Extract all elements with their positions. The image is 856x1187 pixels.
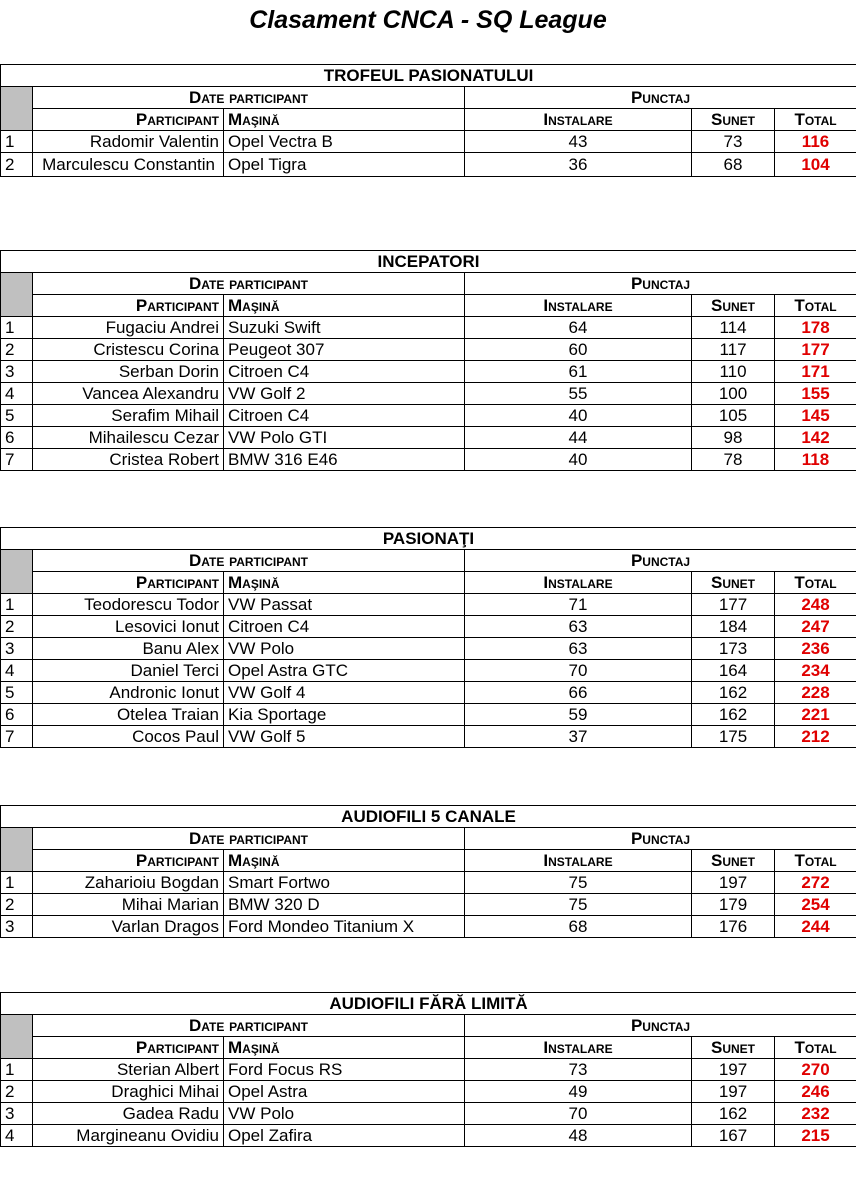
column-header-row <box>1 295 856 317</box>
table-row <box>1 427 856 449</box>
sunet-score: 105 <box>692 405 775 427</box>
table-row <box>1 1125 856 1147</box>
total-score: 254 <box>775 894 856 916</box>
instalare-score: 60 <box>465 339 692 361</box>
car-model: Opel Tigra <box>224 153 465 177</box>
standings-table <box>0 250 856 471</box>
car-model: Citroen C4 <box>224 405 465 427</box>
rank-cell: 3 <box>1 361 33 383</box>
table-row <box>1 339 856 361</box>
participant-name: Cristea Robert <box>33 449 224 471</box>
table-row <box>1 383 856 405</box>
column-header-row <box>1 572 856 594</box>
sunet-column-header: Sunet <box>692 1037 775 1059</box>
table-row <box>1 704 856 726</box>
table-row <box>1 361 856 383</box>
standings-table <box>0 992 856 1147</box>
instalare-score: 40 <box>465 405 692 427</box>
participant-name: Teodorescu Todor <box>33 594 224 616</box>
rank-header-cell <box>1 550 33 594</box>
group-header-row <box>1 828 856 850</box>
sunet-score: 117 <box>692 339 775 361</box>
participant-column-header: Participant <box>33 572 224 594</box>
participant-name: Zaharioiu Bogdan <box>33 872 224 894</box>
table-row <box>1 1103 856 1125</box>
total-score: 234 <box>775 660 856 682</box>
sunet-column-header: Sunet <box>692 109 775 131</box>
rank-cell: 2 <box>1 1081 33 1103</box>
section-title: AUDIOFILI 5 CANALE <box>1 806 856 828</box>
sunet-score: 68 <box>692 153 775 177</box>
masina-column-header: Maşină <box>224 572 465 594</box>
total-score: 118 <box>775 449 856 471</box>
rank-cell: 7 <box>1 726 33 748</box>
participant-name: Fugaciu Andrei <box>33 317 224 339</box>
rank-cell: 2 <box>1 339 33 361</box>
total-score: 246 <box>775 1081 856 1103</box>
total-score: 247 <box>775 616 856 638</box>
standings-table <box>0 527 856 748</box>
instalare-column-header: Instalare <box>465 1037 692 1059</box>
standings-table <box>0 805 856 938</box>
date-participant-header: Date participant <box>33 550 465 572</box>
table-row <box>1 894 856 916</box>
rank-cell: 4 <box>1 383 33 405</box>
punctaj-header: Punctaj <box>465 87 856 109</box>
participant-name: Varlan Dragos <box>33 916 224 938</box>
sunet-score: 100 <box>692 383 775 405</box>
table-row <box>1 405 856 427</box>
rank-header-cell <box>1 273 33 317</box>
instalare-column-header: Instalare <box>465 109 692 131</box>
column-header-row <box>1 109 856 131</box>
group-header-row <box>1 550 856 572</box>
rank-header-cell <box>1 828 33 872</box>
instalare-score: 63 <box>465 616 692 638</box>
total-score: 177 <box>775 339 856 361</box>
sunet-score: 98 <box>692 427 775 449</box>
instalare-score: 64 <box>465 317 692 339</box>
punctaj-header: Punctaj <box>465 273 856 295</box>
rank-cell: 1 <box>1 872 33 894</box>
car-model: BMW 316 E46 <box>224 449 465 471</box>
table-row <box>1 153 856 177</box>
car-model: Suzuki Swift <box>224 317 465 339</box>
section-title: AUDIOFILI FĂRĂ LIMITĂ <box>1 993 856 1015</box>
rank-cell: 3 <box>1 916 33 938</box>
sunet-score: 197 <box>692 1081 775 1103</box>
car-model: Ford Focus RS <box>224 1059 465 1081</box>
section-title: INCEPATORI <box>1 251 856 273</box>
instalare-score: 40 <box>465 449 692 471</box>
participant-name: Mihailescu Cezar <box>33 427 224 449</box>
participant-name: Andronic Ionut <box>33 682 224 704</box>
rank-cell: 5 <box>1 682 33 704</box>
total-column-header: Total <box>775 109 856 131</box>
participant-name: Serafim Mihail <box>33 405 224 427</box>
car-model: VW Golf 2 <box>224 383 465 405</box>
section-title-row <box>1 806 856 828</box>
instalare-score: 44 <box>465 427 692 449</box>
table-row <box>1 449 856 471</box>
punctaj-header: Punctaj <box>465 1015 856 1037</box>
rank-cell: 2 <box>1 153 33 177</box>
participant-name: Cocos Paul <box>33 726 224 748</box>
car-model: Citroen C4 <box>224 361 465 383</box>
instalare-score: 66 <box>465 682 692 704</box>
instalare-score: 36 <box>465 153 692 177</box>
sunet-score: 78 <box>692 449 775 471</box>
table-row <box>1 638 856 660</box>
instalare-score: 37 <box>465 726 692 748</box>
instalare-score: 73 <box>465 1059 692 1081</box>
rank-cell: 6 <box>1 704 33 726</box>
sunet-column-header: Sunet <box>692 572 775 594</box>
masina-column-header: Maşină <box>224 295 465 317</box>
sunet-score: 114 <box>692 317 775 339</box>
total-column-header: Total <box>775 1037 856 1059</box>
date-participant-header: Date participant <box>33 87 465 109</box>
participant-name: Draghici Mihai <box>33 1081 224 1103</box>
column-header-row <box>1 1037 856 1059</box>
total-score: 116 <box>775 131 856 153</box>
column-header-row <box>1 850 856 872</box>
car-model: VW Polo <box>224 638 465 660</box>
date-participant-header: Date participant <box>33 1015 465 1037</box>
sunet-score: 167 <box>692 1125 775 1147</box>
rank-cell: 4 <box>1 660 33 682</box>
rank-cell: 5 <box>1 405 33 427</box>
rank-cell: 1 <box>1 317 33 339</box>
instalare-score: 68 <box>465 916 692 938</box>
instalare-column-header: Instalare <box>465 295 692 317</box>
table-row <box>1 682 856 704</box>
rank-cell: 2 <box>1 616 33 638</box>
instalare-score: 75 <box>465 872 692 894</box>
car-model: Opel Astra GTC <box>224 660 465 682</box>
table-row <box>1 131 856 153</box>
total-score: 171 <box>775 361 856 383</box>
rank-cell: 6 <box>1 427 33 449</box>
table-row <box>1 1059 856 1081</box>
participant-column-header: Participant <box>33 295 224 317</box>
participant-name: Sterian Albert <box>33 1059 224 1081</box>
instalare-score: 71 <box>465 594 692 616</box>
sunet-column-header: Sunet <box>692 295 775 317</box>
participant-name: Marculescu Constantin <box>33 153 224 177</box>
sunet-score: 197 <box>692 872 775 894</box>
masina-column-header: Maşină <box>224 109 465 131</box>
instalare-score: 59 <box>465 704 692 726</box>
total-score: 236 <box>775 638 856 660</box>
standings-table <box>0 64 856 177</box>
instalare-score: 55 <box>465 383 692 405</box>
sunet-score: 162 <box>692 704 775 726</box>
participant-name: Margineanu Ovidiu <box>33 1125 224 1147</box>
sunet-score: 110 <box>692 361 775 383</box>
car-model: Citroen C4 <box>224 616 465 638</box>
instalare-score: 43 <box>465 131 692 153</box>
total-score: 212 <box>775 726 856 748</box>
sunet-score: 162 <box>692 682 775 704</box>
car-model: Kia Sportage <box>224 704 465 726</box>
rank-cell: 4 <box>1 1125 33 1147</box>
car-model: Smart Fortwo <box>224 872 465 894</box>
section-title-row <box>1 65 856 87</box>
participant-column-header: Participant <box>33 850 224 872</box>
total-score: 272 <box>775 872 856 894</box>
sunet-score: 179 <box>692 894 775 916</box>
group-header-row <box>1 273 856 295</box>
instalare-column-header: Instalare <box>465 572 692 594</box>
total-score: 221 <box>775 704 856 726</box>
car-model: VW Golf 5 <box>224 726 465 748</box>
sunet-column-header: Sunet <box>692 850 775 872</box>
participant-name: Banu Alex <box>33 638 224 660</box>
table-row <box>1 594 856 616</box>
table-row <box>1 872 856 894</box>
car-model: Ford Mondeo Titanium X <box>224 916 465 938</box>
punctaj-header: Punctaj <box>465 828 856 850</box>
page-title: Clasament CNCA - SQ League <box>249 6 607 34</box>
group-header-row <box>1 87 856 109</box>
total-score: 244 <box>775 916 856 938</box>
rank-cell: 2 <box>1 894 33 916</box>
rank-cell: 1 <box>1 594 33 616</box>
total-score: 142 <box>775 427 856 449</box>
rank-cell: 7 <box>1 449 33 471</box>
car-model: Opel Zafira <box>224 1125 465 1147</box>
date-participant-header: Date participant <box>33 273 465 295</box>
instalare-score: 48 <box>465 1125 692 1147</box>
total-column-header: Total <box>775 295 856 317</box>
rank-header-cell <box>1 1015 33 1059</box>
instalare-score: 49 <box>465 1081 692 1103</box>
section-title-row <box>1 528 856 550</box>
total-score: 270 <box>775 1059 856 1081</box>
instalare-score: 70 <box>465 1103 692 1125</box>
table-row <box>1 1081 856 1103</box>
car-model: BMW 320 D <box>224 894 465 916</box>
section-title-row <box>1 993 856 1015</box>
sunet-score: 175 <box>692 726 775 748</box>
total-score: 248 <box>775 594 856 616</box>
instalare-score: 75 <box>465 894 692 916</box>
total-column-header: Total <box>775 850 856 872</box>
car-model: Opel Astra <box>224 1081 465 1103</box>
participant-column-header: Participant <box>33 109 224 131</box>
instalare-score: 61 <box>465 361 692 383</box>
table-row <box>1 616 856 638</box>
participant-name: Daniel Terci <box>33 660 224 682</box>
participant-name: Vancea Alexandru <box>33 383 224 405</box>
rank-cell: 3 <box>1 638 33 660</box>
section-title: TROFEUL PASIONATULUI <box>1 65 856 87</box>
rank-cell: 1 <box>1 131 33 153</box>
sunet-score: 177 <box>692 594 775 616</box>
table-row <box>1 660 856 682</box>
rank-header-cell <box>1 87 33 131</box>
sunet-score: 164 <box>692 660 775 682</box>
section-title: PASIONAŢI <box>1 528 856 550</box>
sunet-score: 173 <box>692 638 775 660</box>
total-score: 178 <box>775 317 856 339</box>
sunet-score: 176 <box>692 916 775 938</box>
participant-name: Gadea Radu <box>33 1103 224 1125</box>
car-model: VW Polo GTI <box>224 427 465 449</box>
masina-column-header: Maşină <box>224 850 465 872</box>
total-score: 104 <box>775 153 856 177</box>
date-participant-header: Date participant <box>33 828 465 850</box>
punctaj-header: Punctaj <box>465 550 856 572</box>
car-model: VW Polo <box>224 1103 465 1125</box>
total-score: 215 <box>775 1125 856 1147</box>
instalare-score: 70 <box>465 660 692 682</box>
participant-column-header: Participant <box>33 1037 224 1059</box>
participant-name: Radomir Valentin <box>33 131 224 153</box>
group-header-row <box>1 1015 856 1037</box>
participant-name: Cristescu Corina <box>33 339 224 361</box>
car-model: VW Golf 4 <box>224 682 465 704</box>
car-model: VW Passat <box>224 594 465 616</box>
table-row <box>1 726 856 748</box>
car-model: Opel Vectra B <box>224 131 465 153</box>
masina-column-header: Maşină <box>224 1037 465 1059</box>
table-row <box>1 916 856 938</box>
sunet-score: 184 <box>692 616 775 638</box>
car-model: Peugeot 307 <box>224 339 465 361</box>
sunet-score: 162 <box>692 1103 775 1125</box>
total-column-header: Total <box>775 572 856 594</box>
participant-name: Serban Dorin <box>33 361 224 383</box>
instalare-column-header: Instalare <box>465 850 692 872</box>
total-score: 145 <box>775 405 856 427</box>
participant-name: Lesovici Ionut <box>33 616 224 638</box>
total-score: 228 <box>775 682 856 704</box>
section-title-row <box>1 251 856 273</box>
total-score: 232 <box>775 1103 856 1125</box>
participant-name: Otelea Traian <box>33 704 224 726</box>
sunet-score: 73 <box>692 131 775 153</box>
sunet-score: 197 <box>692 1059 775 1081</box>
rank-cell: 3 <box>1 1103 33 1125</box>
table-row <box>1 317 856 339</box>
instalare-score: 63 <box>465 638 692 660</box>
rank-cell: 1 <box>1 1059 33 1081</box>
total-score: 155 <box>775 383 856 405</box>
participant-name: Mihai Marian <box>33 894 224 916</box>
